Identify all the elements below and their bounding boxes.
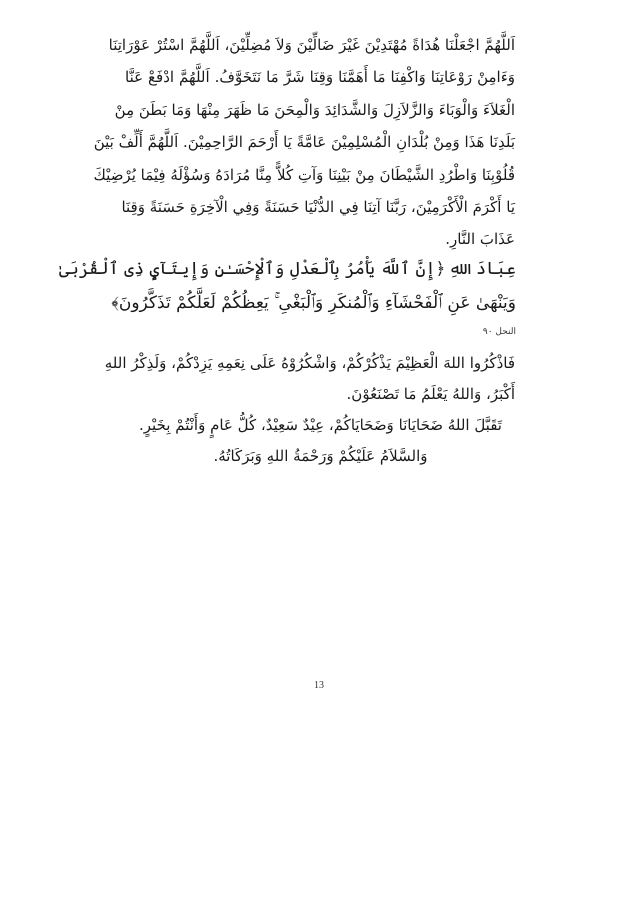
page-number: 13: [314, 680, 324, 691]
remembrance-paragraph: [104, 348, 515, 410]
prayer-line: عَذَابَ النَّارِ.: [445, 230, 515, 249]
quran-verse-line: وَيَنْهَىٰ عَنِ ٱلْفَحْشَآءِ وَٱلْمُنكَرِ وَٱلْبَغْىِ ۚ يَعِظُكُمْ لَعَلَّكُمْ تَذَكَّرُونَ﴾: [111, 293, 516, 313]
prayer-line: وَءَامِنْ رَوْعَاتِنَا وَاكْفِنَا مَا أَهَمَّنَا وَقِنَا شَرَّ مَا نَتَخَوَّفُ. اَللَّهُمَّ ادْفَعْ عَنَّا: [125, 68, 515, 87]
prayer-line: يَا أَكْرَمَ الْأَكْرَمِيْنَ، رَبَّنَا آتِنَا فِي الدُّنْيَا حَسَنَةً وَفِي الْآخِرَةِ حَسَنَةً وَقِنَا: [121, 198, 515, 217]
remembrance-line: أَكْبَرُ، وَاللهُ يَعْلَمُ مَا تَصْنَعُوْنَ.: [346, 385, 515, 403]
prayer-paragraph: [93, 29, 515, 256]
prayer-line: قُلُوْبِنَا وَاطْرُدِ الشَّيْطَانَ مِنْ بَيْنِنَا وَآتِ كُلاًّ مِنَّا مُرَادَهُ وَسُؤْلَهُ فِيْمَا يُرْضِيْكَ: [93, 165, 515, 184]
quran-verse: [58, 252, 516, 320]
closing-line: وَالسَّلاَمُ عَلَيْكُمْ وَرَحْمَةُ اللهِ وَبَرَكَاتُهُ.: [213, 447, 428, 465]
prayer-line: بَلَدِنَا هَذَا وَمِنْ بُلْدَانِ الْمُسْلِمِيْنَ عَامَّةً يَا أَرْحَمَ الرَّاحِمِيْنَ. اَللَّهُمَّ أَلِّفْ بَيْنَ: [93, 133, 515, 152]
quran-verse-line: عِبَادَ اللهِ ﴿إِنَّ ٱللَّهَ يَأْمُرُ بِٱلْعَدْلِ وَٱلْإِحْسَـٰنِ وَإِيتَآيِٕ ذِى ٱلْقُرْبَىٰ: [58, 259, 516, 279]
remembrance-line: فَاذْكُرُوا اللهَ الْعَظِيْمَ يَذْكُرْكُمْ، وَاشْكُرُوْهُ عَلَى نِعَمِهِ يَزِدْكُمْ، وَلَذِكْرُ اللهِ: [104, 354, 515, 372]
closing-line: تَقَبَّلَ اللهُ ضَحَايَانَا وَضَحَايَاكُمْ، عِيْدٌ سَعِيْدٌ، كُلُّ عَامٍ وَأَنْتُمْ بِخَيْرٍ.: [139, 416, 502, 434]
closing-greeting: [125, 410, 516, 472]
prayer-line: اَللَّهُمَّ اجْعَلْنَا هُدَاةً مُهْتَدِيْنَ غَيْرَ ضَالِّيْنَ وَلاَ مُضِلِّيْنَ، اَللَّهُمَّ اسْتُرْ عَوْرَاتِنَا: [108, 36, 515, 54]
verse-reference: النحل ٩٠: [482, 327, 516, 337]
prayer-line: الْغَلاَءَ وَالْوَبَاءَ وَالزَّلاَزِلَ وَالشَّدَائِدَ وَالْمِحَنَ مَا ظَهَرَ مِنْهَا وَمَا بَطَنَ مِنْ: [114, 100, 515, 119]
